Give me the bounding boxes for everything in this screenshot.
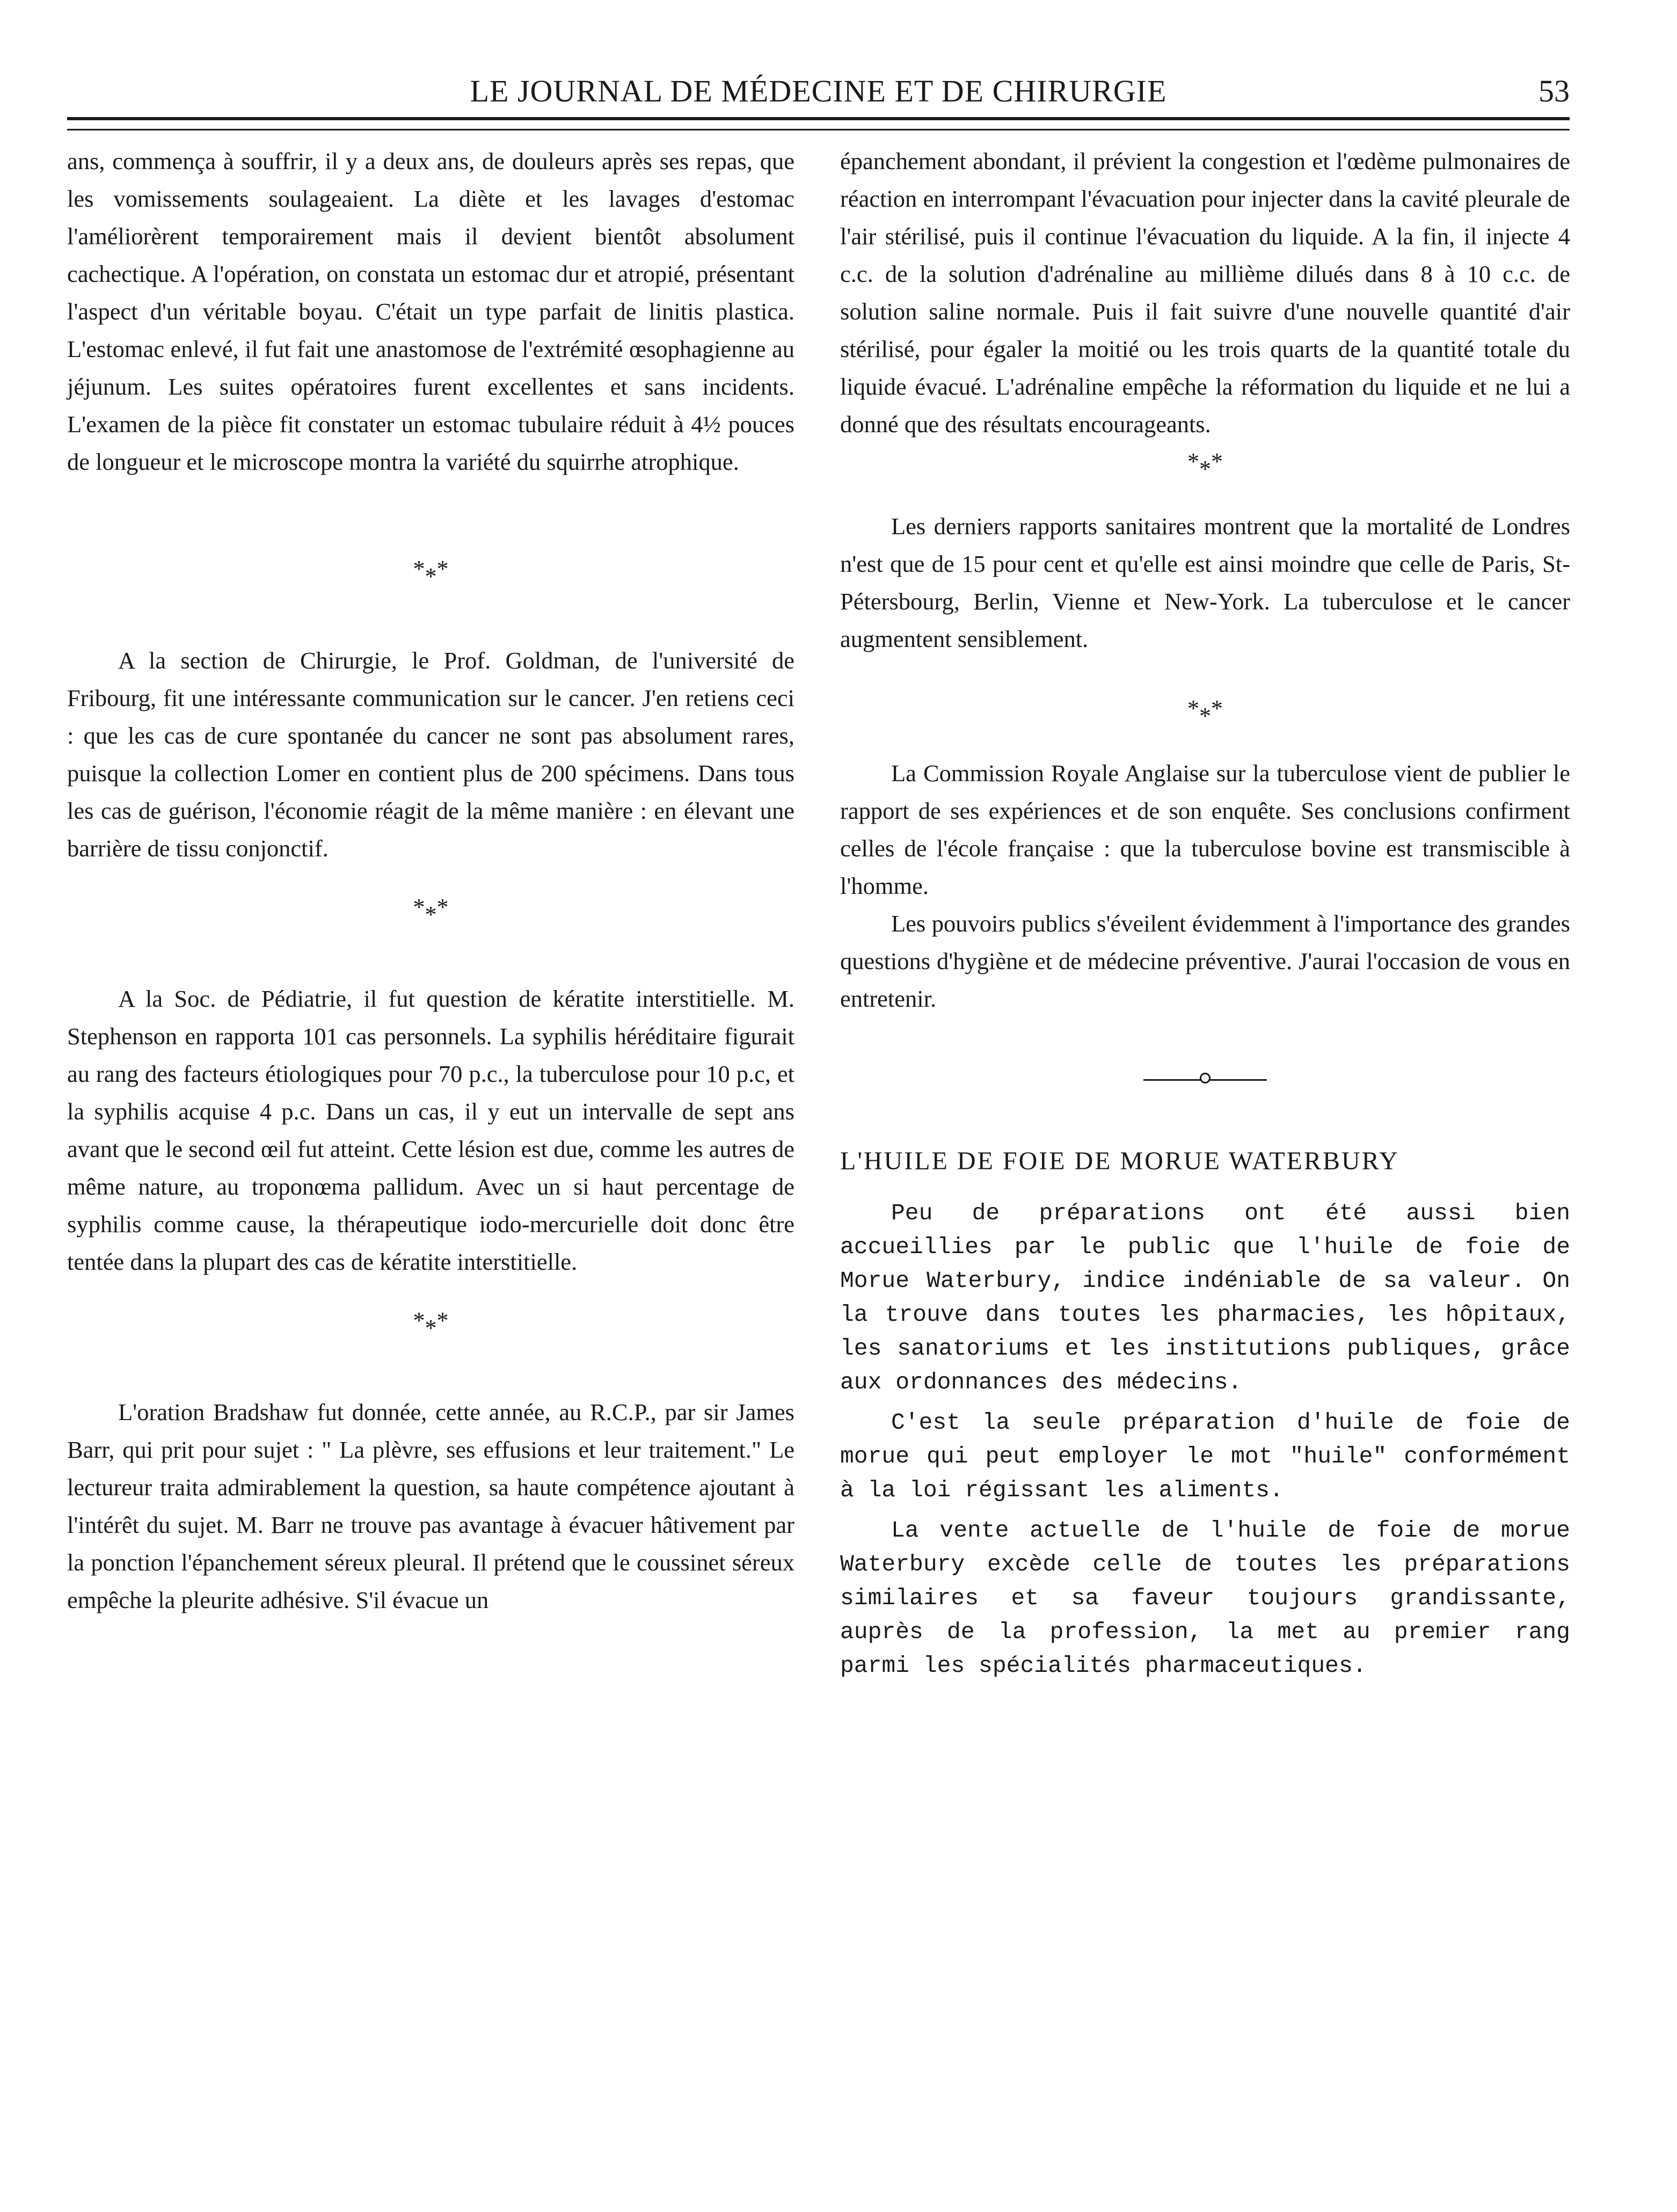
ad-paragraph: La vente actuelle de l'huile de foie de morue Waterbury excède celle de toutes les préparations similaires et sa faveur toujours grandissante, auprès de la profession, la met au premier rang parmi les spécialités pharmaceutiques. xyxy=(840,1517,1570,1679)
asterism-separator: $*_**$ xyxy=(413,556,449,590)
page-number: 53 xyxy=(1539,74,1570,108)
advertisement-body xyxy=(840,1196,1570,1683)
ad-paragraph: Peu de préparations ont été aussi bien accueillies par le public que l'huile de foie de Morue Waterbury, indice indéniable de sa valeur. On la trouve dans toutes les pharmacies, les hôpitaux, les sanatoriums et les institutions publiques, grâce aux ordonnances des médecins. xyxy=(840,1200,1570,1395)
journal-title: LE JOURNAL DE MÉDECINE ET DE CHIRURGIE xyxy=(470,74,1167,108)
section-divider xyxy=(1143,1079,1267,1081)
advertisement-title: L'HUILE DE FOIE DE MORUE WATERBURY xyxy=(840,1147,1399,1175)
article-paragraph: Les derniers rapports sanitaires montrent que la mortalité de Londres n'est que de 15 pour cent et qu'elle est ainsi moindre que celle de Paris, St-Pétersbourg, Berlin, Vienne et New-York. La tuberculose et le cancer augmentent sensiblement. xyxy=(840,513,1570,652)
article-paragraph: L'oration Bradshaw fut donnée, cette année, au R.C.P., par sir James Barr, qui prit pour sujet : " La plèvre, ses effusions et leur traitement." Le lectureur traita admirablement la question, sa haute compétence ajoutant à l'intérêt du sujet. M. Barr ne trouve pas avantage à évacuer hâtivement par la ponction l'épanchement séreux pleural. Il prétend que le coussinet séreux empêche la pleurite adhésive. S'il évacue un xyxy=(67,1399,794,1613)
asterism-separator: $*_**$ xyxy=(413,1307,449,1341)
left-column xyxy=(67,142,794,1619)
article-paragraph: Les pouvoirs publics s'éveilent évidemment à l'importance des grandes questions d'hygiène et de médecine préventive. J'aurai l'occasion de vous en entretenir. xyxy=(840,910,1570,1012)
header-rule-thick xyxy=(67,117,1570,120)
running-header xyxy=(67,72,1570,121)
article-paragraph: A la section de Chirurgie, le Prof. Goldman, de l'université de Fribourg, fit une intéressante communication sur le cancer. J'en retiens ceci : que les cas de cure spontanée du cancer ne sont pas absolument rares, puisque la collection Lomer en contient plus de 200 spécimens. Dans tous les cas de guérison, l'économie réagit de la même manière : en élevant une barrière de tissu conjonctif. xyxy=(67,647,794,862)
asterism-separator: $*_**$ xyxy=(1187,695,1223,729)
article-paragraph: épanchement abondant, il prévient la congestion et l'œdème pulmonaires de réaction en interrompant l'évacuation pour injecter dans la cavité pleurale de l'air stérilisé, puis il continue l'évacuation du liquide. A la fin, il injecte 4 c.c. de la solution d'adrénaline au millième dilués dans 8 à 10 c.c. de solution saline normale. Puis il fait suivre d'une nouvelle quantité d'air stérilisé, pour égaler la moitié ou les trois quarts de la quantité totale du liquide évacué. L'adrénaline empêche la réformation du liquide et ne lui a donné que des résultats encourageants. xyxy=(840,148,1570,438)
right-column xyxy=(840,142,1570,1683)
ad-paragraph: C'est la seule préparation d'huile de foie de morue qui peut employer le mot "huile" conformément à la loi régissant les aliments. xyxy=(840,1409,1570,1503)
asterism-separator: $*_**$ xyxy=(1187,448,1223,482)
asterism-separator: $*_**$ xyxy=(413,894,449,928)
article-paragraph: A la Soc. de Pédiatrie, il fut question de kératite interstitielle. M. Stephenson en rapporta 101 cas personnels. La syphilis héréditaire figurait au rang des facteurs étiologiques pour 70 p.c., la tuberculose pour 10 p.c, et la syphilis acquise 4 p.c. Dans un cas, il y eut un intervalle de sept ans avant que le second œil fut atteint. Cette lésion est due, comme les autres de même nature, au troponœma pallidum. Avec un si haut percentage de syphilis comme cause, la thérapeutique iodo-mercurielle doit donc être tentée dans la plupart des cas de kératite interstitielle. xyxy=(67,985,794,1275)
divider-circle xyxy=(1200,1073,1211,1083)
article-paragraph: ans, commença à souffrir, il y a deux ans, de douleurs après ses repas, que les vomissements soulageaient. La diète et les lavages d'estomac l'améliorèrent temporairement mais il devient bientôt absolument cachectique. A l'opération, on constata un estomac dur et atropié, présentant l'aspect d'un véritable boyau. C'était un type parfait de linitis plastica. L'estomac enlevé, il fut fait une anastomose de l'extrémité œsophagienne au jéjunum. Les suites opératoires furent excellentes et sans incidents. L'examen de la pièce fit constater un estomac tubulaire réduit à 4½ pouces de longueur et le microscope montra la variété du squirrhe atrophique. xyxy=(67,148,794,475)
header-rule-thin xyxy=(67,129,1570,130)
article-paragraph: La Commission Royale Anglaise sur la tuberculose vient de publier le rapport de ses expériences et de son enquête. Ses conclusions confirment celles de l'école française : que la tuberculose bovine est transmiscible à l'homme. xyxy=(840,760,1570,899)
